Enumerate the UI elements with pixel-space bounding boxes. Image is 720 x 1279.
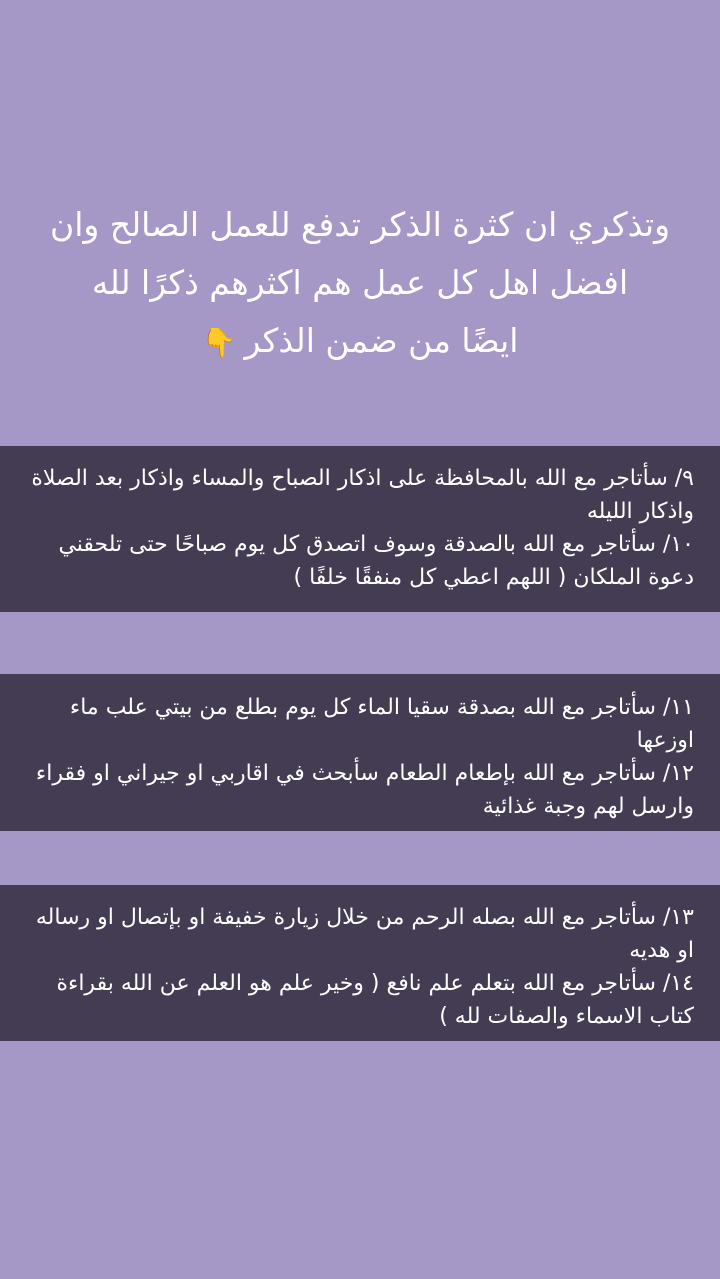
list-item: ١٣/ سأتاجر مع الله بصله الرحم من خلال زيارة خفيفة او بإتصال او رساله او هديه bbox=[35, 905, 694, 963]
list-item: ١١/ سأتاجر مع الله بصدقة سقيا الماء كل يوم بطلع من بيتي علب ماء اوزعها bbox=[69, 695, 694, 753]
list-item: ١٤/ سأتاجر مع الله بتعلم علم نافع ( وخير علم هو العلم عن الله بقراءة كتاب الاسماء والصفات لله ) bbox=[56, 971, 694, 1029]
intro-line-1: وتذكري ان كثرة الذكر تدفع للعمل الصالح وان bbox=[49, 205, 671, 244]
text-band-1 bbox=[0, 446, 720, 612]
intro-line-2: افضل اهل كل عمل هم اكثرهم ذكرًا لله bbox=[91, 263, 629, 302]
text-band-3 bbox=[0, 885, 720, 1041]
intro-line-3 bbox=[20, 312, 700, 372]
intro-line-3-text: ايضًا من ضمن الذكر bbox=[244, 321, 519, 360]
text-band-2 bbox=[0, 674, 720, 831]
list-item: ١٠/ سأتاجر مع الله بالصدقة وسوف اتصدق كل يوم صباحًا حتى تلحقني دعوة الملكان ( اللهم اعطي كل منفقًا خلفًا ) bbox=[58, 532, 694, 590]
list-item: ١٢/ سأتاجر مع الله بإطعام الطعام سأبحث في اقاربي او جيراني او فقراء وارسل لهم وجبة غذائية bbox=[35, 761, 694, 819]
list-item: ٩/ سأتاجر مع الله بالمحافظة على اذكار الصباح والمساء واذكار بعد الصلاة واذكار الليله bbox=[31, 466, 694, 524]
pointing-down-hand-icon: 👇 bbox=[201, 326, 237, 359]
intro-text bbox=[20, 196, 700, 372]
